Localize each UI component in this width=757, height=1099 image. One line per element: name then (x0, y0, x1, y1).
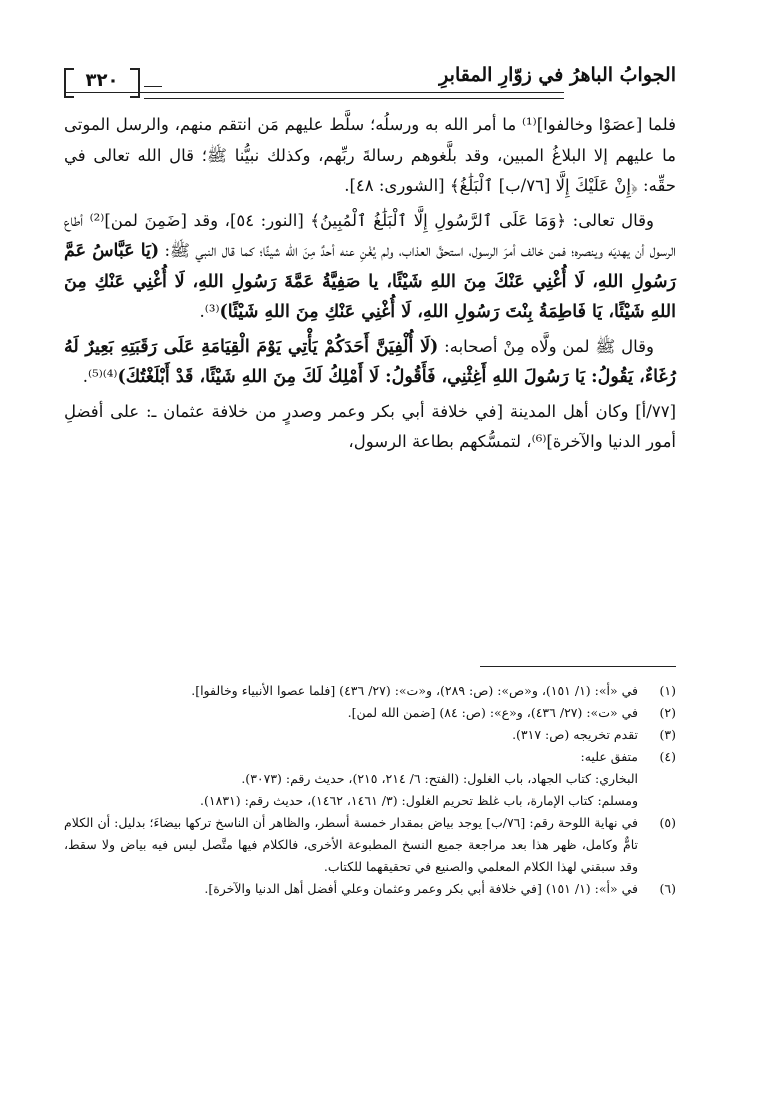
footnote-item (64, 702, 676, 724)
running-title: الجوابُ الباهرُ في زوّارِ المقابرِ (439, 64, 676, 86)
main-text (64, 110, 676, 462)
footnote-ref-3: ⁽³⁾. (199, 302, 220, 321)
footnote-separator (480, 666, 676, 667)
footnote-number: (٤) (659, 749, 676, 764)
footnote-text (64, 746, 638, 812)
footnote-line: في «ت»: (٢٧/ ٤٣٦)، و«ع»: (ص: ٨٤) [ضمن الله لمن]. (347, 705, 638, 720)
header-dash (144, 86, 162, 87)
paragraph-4: [٧٧/أ] وكان أهل المدينة [في خلافة أبي بكر وعمر وصدرٍ من خلافة عثمان ـ: على أفضلِ أمور الدنيا والآخرة]⁽⁶⁾، لتمسُّكهم بطاعة الرسول، (64, 401, 676, 451)
page-number-box (64, 68, 140, 98)
footnote-text (64, 878, 638, 900)
footnote-text (64, 702, 638, 724)
footnote-line: في نهاية اللوحة رقم: [٧٦/ب] يوجد بياض بمقدار خمسة أسطر، والظاهر أن الناسخ تركها بيضاءَ؛ بدليل: أن الكلام تامٌّ وكامل، ظهر هذا بعد مراجعة جميع النسخ المطبوعة الأخرى، فالكلام فيها متَّصل ليس فيه بياض ولا سقط، وقد سبقني لهذا الكلام المعلمي والصنيع في تحقيقهما للكتاب. (64, 815, 638, 874)
footnote-number: (٢) (659, 705, 676, 720)
page-header (64, 58, 676, 102)
paragraph-2 (64, 206, 676, 328)
footnote-item (64, 746, 676, 812)
hadith-quote-2: (لَا أُلْفِيَنَّ أَحَدَكُمْ يَأْتِي يَوْمَ الْقِيَامَةِ عَلَى رَقَبَتِهِ بَعِيرٌ لَهُ رُغَاءٌ، يَقُولُ: يَا رَسُولَ اللهِ أَغِثْنِي، فَأَقُولُ: لَا أَمْلِكُ لَكَ مِنَ اللهِ شَيْئًا، قَدْ أَبْلَغْتُكَ) (64, 336, 676, 387)
footnote-number: (١) (659, 683, 676, 698)
paragraph-3 (64, 332, 676, 393)
footnote-line: متفق عليه: (580, 749, 638, 764)
footnote-number: (٣) (659, 727, 676, 742)
page-number: ٣٢٠ (85, 70, 119, 91)
paragraph-2-text: وقال تعالى: ﴿وَمَا عَلَى ٱلرَّسُولِ إِلَّا ٱلْبَلَٰغُ ٱلْمُبِينُ﴾ [النور: ٥٤]، وقد [ضَمِنَ لمن]⁽²⁾ أطاع الرسول أن يهديَه وينصره؛ فمن خالف أمرَ الرسول، استحقَّ العذاب، ولم يُغْنِ عنه أحدٌ مِنَ الله شيئًا؛ كما قال النبي ﷺ: (64, 210, 676, 260)
footnote-ref-4-5: ⁽⁴⁾⁽⁵⁾. (82, 367, 118, 386)
footnote-text (64, 724, 638, 746)
header-rule-lower (144, 98, 564, 99)
paragraph-1: فلما [عصَوْا وخالفوا]⁽¹⁾ ما أمر الله به ورسلُه؛ سلَّط عليهم مَن انتقم منهم، والرسل الموتى ما عليهم إلا البلاغُ المبين، وقد بلَّغوهم رسالةَ ربِّهم، وكذلك نبيُّنا ﷺ؛ قال الله تعالى في حقِّه: ﴿إِنْ عَلَيْكَ إِلَّا [٧٦/ب] ٱلْبَلَٰغُ﴾ [الشورى: ٤٨]. (64, 115, 676, 195)
footnote-item (64, 724, 676, 746)
footnotes (64, 680, 676, 900)
footnote-line: تقدم تخريجه (ص: ٣١٧). (512, 727, 638, 742)
footnote-number: (٦) (659, 881, 676, 896)
footnote-line: في «أ»: (١/ ١٥١) [في خلافة أبي بكر وعمر وعثمان وعلي أفضل أهل الدنيا والآخرة]. (204, 881, 638, 896)
footnote-item (64, 812, 676, 878)
footnote-item (64, 878, 676, 900)
footnote-text (64, 812, 638, 878)
footnote-number: (٥) (659, 815, 676, 830)
paragraph-3-text: وقال ﷺ لمن ولَّاه مِنْ أصحابه: (438, 336, 655, 356)
footnote-line: ومسلم: كتاب الإمارة، باب غلظ تحريم الغلول: (٣/ ١٤٦١، ١٤٦٢)، حديث رقم: (١٨٣١). (200, 793, 638, 808)
footnote-line: في «أ»: (١/ ١٥١)، و«ص»: (ص: ٢٨٩)، و«ت»: (٢٧/ ٤٣٦) [فلما عصوا الأنبياء وخالفوا]. (191, 683, 638, 698)
footnote-item (64, 680, 676, 702)
footnote-text (64, 680, 638, 702)
footnote-line: البخاري: كتاب الجهاد، باب الغلول: (الفتح: ٦/ ٢١٤، ٢١٥)، حديث رقم: (٣٠٧٣). (241, 771, 638, 786)
hadith-quote-1: (يَا عَبَّاسُ عَمَّ رَسُولِ اللهِ، لَا أُغْنِي عَنْكَ مِنَ اللهِ شَيْئًا، يا صَفِيَّةُ عَمَّةَ رَسُولِ اللهِ، لَا أُغْنِي عَنْكِ مِنَ اللهِ شَيْئًا، يَا فَاطِمَةُ بِنْتَ رَسُولِ اللهِ، لَا أُغْنِي عَنْكِ مِنَ اللهِ شَيْئًا) (64, 241, 676, 322)
